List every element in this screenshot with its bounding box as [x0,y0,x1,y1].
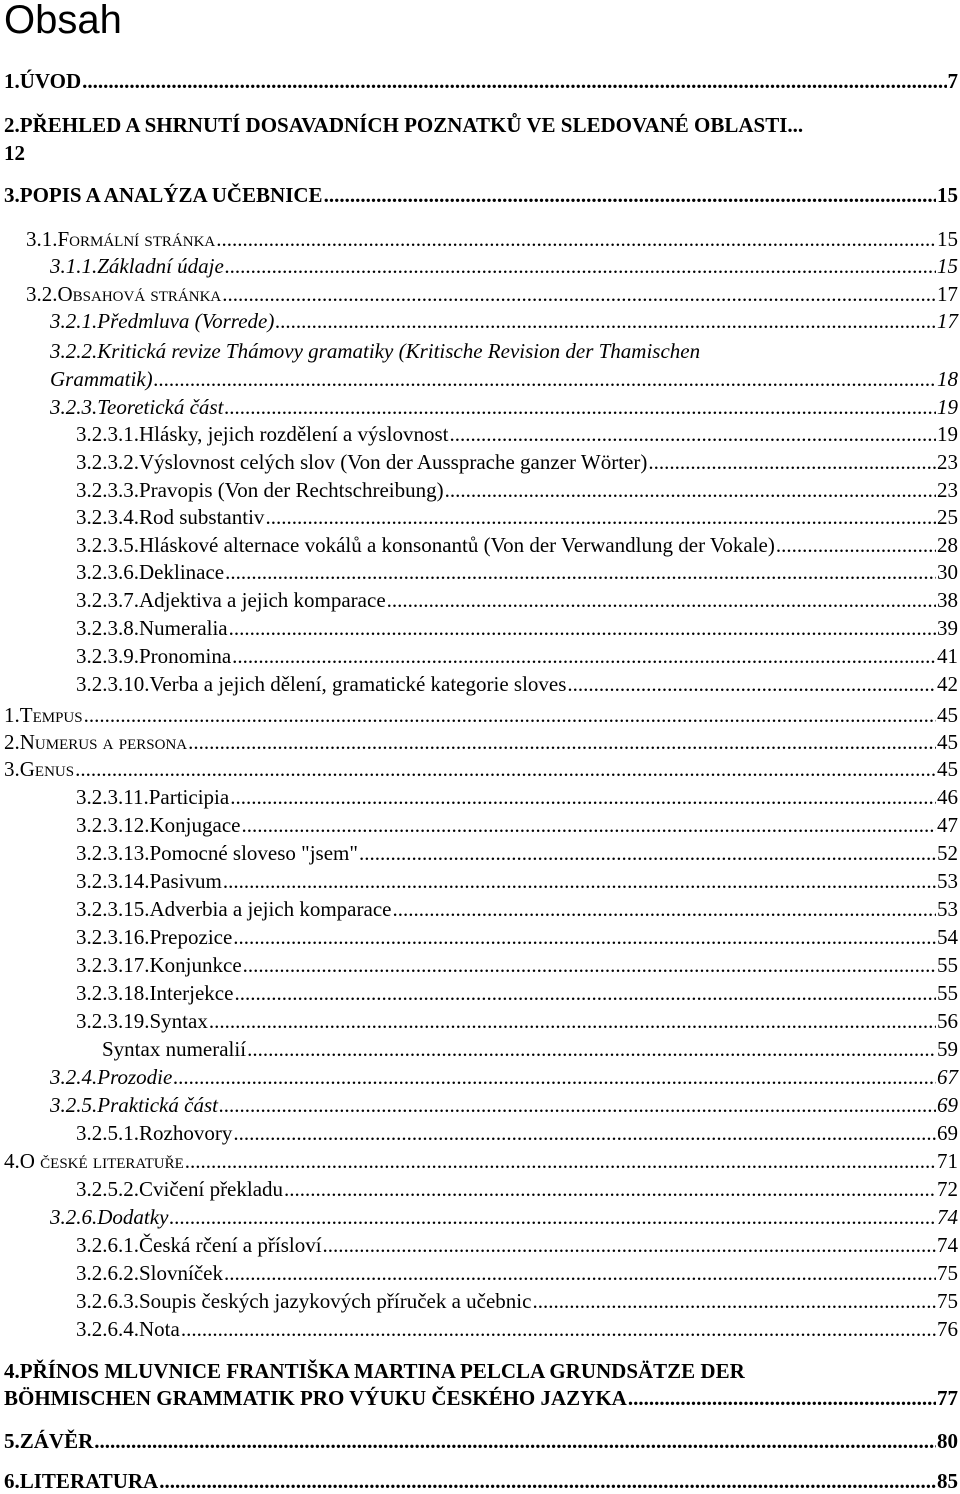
toc-page: 46 [937,785,958,809]
toc-leader [209,1008,936,1034]
toc-label: Pasivum [149,869,222,893]
toc-leader [323,1232,936,1258]
toc-number: 5. [4,1429,20,1453]
toc-label: Základní údaje [97,254,224,278]
toc-number: 2. [4,730,20,754]
toc-label: Soupis českých jazykových příruček a učebnic [139,1289,532,1313]
toc-number: 2. [4,113,20,137]
toc-leader [224,1260,936,1286]
page-title: Obsah [4,0,122,42]
toc-label: PŘEHLED A SHRNUTÍ DOSAVADNÍCH POZNATKŮ VE SLEDOVANÉ OBLASTI [19,113,788,137]
toc-page: 76 [937,1317,958,1341]
toc-number: 3.2.6. [50,1205,98,1229]
toc-label: Konjunkce [149,953,242,977]
toc-leader [159,1468,936,1494]
toc-entry[interactable] [0,587,958,613]
toc-leader [233,1120,936,1146]
toc-entry[interactable] [0,1232,958,1258]
toc-entry[interactable] [0,868,958,894]
toc-leader [188,729,936,755]
toc-page: 45 [937,703,958,727]
toc-entry[interactable] [0,812,958,838]
toc-page: 23 [937,450,958,474]
toc-number: 3.2.5. [50,1093,98,1117]
toc-number: 3.2.1. [50,309,98,333]
toc-page: 77 [937,1386,958,1410]
toc-leader [265,504,936,530]
toc-page: 74 [937,1205,958,1229]
toc-number: 3.2.6.2. [76,1261,139,1285]
toc-label: Grammatik) [50,367,153,391]
toc-leader [233,924,936,950]
toc-entry[interactable] [0,308,958,334]
toc-entry[interactable] [0,1428,958,1454]
toc-entry[interactable] [0,1120,958,1146]
toc-leader [185,1148,936,1174]
toc-number: 3.2.3.8. [76,616,139,640]
toc-page: 67 [937,1065,958,1089]
toc-page: 17 [937,309,958,333]
toc-number: 3.2.3.9. [76,644,139,668]
toc-number: 3.1. [26,227,58,251]
toc-entry[interactable] [0,840,958,866]
toc-number: 3.2.4. [50,1065,98,1089]
toc-entry[interactable] [0,253,958,279]
toc-number: 3.2.3.7. [76,588,139,612]
toc-number: 3.2.3. [50,395,98,419]
toc-leader [359,840,936,866]
toc-entry[interactable] [0,952,958,978]
toc-page: 53 [937,869,958,893]
toc-entry[interactable] [0,394,958,420]
toc-number: 3.2.3.14. [76,869,150,893]
toc-number: 3.2.6.4. [76,1317,139,1341]
toc-page: 38 [937,588,958,612]
toc-number: 3.2.3.18. [76,981,150,1005]
toc-label: Adjektiva a jejich komparace [139,588,386,612]
toc-label: Výslovnost celých slov (Von der Aussprache ganzer Wörter) [139,450,648,474]
toc-page: 39 [937,616,958,640]
toc-label: Teoretická část [97,395,224,419]
toc-entry[interactable] [0,756,958,782]
toc-number: 1. [4,703,20,727]
toc-label: Nota [139,1317,180,1341]
toc-leader [243,952,936,978]
toc-label: Numeralia [139,616,228,640]
toc-number: 3.2.3.6. [76,560,139,584]
toc-entry[interactable] [0,226,958,252]
toc-entry[interactable] [0,729,958,755]
toc-label: PŘÍNOS MLUVNICE FRANTIŠKA MARTINA PELCLA GRUNDSÄTZE DER [19,1359,745,1383]
toc-label: Předmluva (Vorrede) [97,309,275,333]
toc-label: Cvičení překladu [139,1177,284,1201]
toc-label: Prepozice [149,925,233,949]
toc-number: 3.2.3.1. [76,422,139,446]
toc-leader [532,1288,936,1314]
toc-label: Interjekce [149,981,234,1005]
toc-entry[interactable] [0,784,958,810]
toc-page: 71 [937,1149,958,1173]
toc-number: 3.2.3.17. [76,953,150,977]
toc-number: 1. [4,69,20,93]
toc-page: 56 [937,1009,958,1033]
toc-entry[interactable] [0,924,958,950]
toc-page: 55 [937,953,958,977]
toc-entry[interactable] [0,477,958,503]
toc-leader [241,812,936,838]
toc-page: 15 [937,254,958,278]
toc-label: Syntax numeralií [102,1037,247,1061]
toc-entry[interactable] [0,671,958,697]
toc-entry-continued[interactable] [0,1385,958,1411]
toc-page: 45 [937,757,958,781]
toc-page: 41 [937,644,958,668]
toc-page: 54 [937,925,958,949]
toc-number: 3.2.3.11. [76,785,149,809]
toc-page: 17 [937,282,958,306]
toc-label: Rozhovory [139,1121,233,1145]
toc-leader [648,449,936,475]
toc-label: Praktická část [97,1093,218,1117]
toc-label: Genus [19,757,75,781]
toc-leader [222,281,936,307]
toc-label: Rod substantiv [139,505,265,529]
toc-number: 3.2.3.5. [76,533,139,557]
toc-number: 3. [4,183,20,207]
toc-entry[interactable] [0,504,958,530]
toc-label: Pronomina [139,644,232,668]
toc-leader [224,394,936,420]
toc-entry[interactable] [0,643,958,669]
toc-page: 42 [937,672,958,696]
toc-label: Hlásky, jejich rozdělení a výslovnost [139,422,449,446]
toc-label: Formální stránka [57,227,216,251]
toc-label: Syntax [149,1009,208,1033]
toc-number: 4. [4,1359,20,1383]
toc-entry[interactable] [0,1148,958,1174]
toc-leader [567,671,936,697]
toc-leader [392,896,936,922]
toc-number: 3.2.3.12. [76,813,150,837]
toc-number: 3.2.3.19. [76,1009,150,1033]
toc-page: 7 [947,69,958,93]
toc-page: 75 [937,1289,958,1313]
toc-number: 3.2.5.1. [76,1121,139,1145]
toc-leader [181,1316,936,1342]
toc-number: 3.2.5.2. [76,1177,139,1201]
toc-label: BÖHMISCHEN GRAMMATIK PRO VÝUKU ČESKÉHO JAZYKA [4,1386,627,1410]
toc-leader [247,1036,936,1062]
toc-leader [173,1064,936,1090]
toc-leader [229,615,936,641]
toc-label: Deklinace [139,560,225,584]
toc-leader [223,868,936,894]
toc-entry[interactable] [0,1092,958,1118]
toc-leader [284,1176,936,1202]
toc-entry[interactable] [0,421,958,447]
toc-page: 80 [937,1429,958,1453]
toc-leader [275,308,936,334]
toc-entry[interactable] [0,615,958,641]
toc-label: Konjugace [149,813,241,837]
toc-label: Kritická revize Thámovy gramatiky (Kritische Revision der Thamischen [97,339,701,363]
toc-entry[interactable] [0,1064,958,1090]
toc-page: 25 [937,505,958,529]
toc-entry[interactable] [0,559,958,585]
toc-page: 53 [937,897,958,921]
toc-number: 3. [4,757,20,781]
toc-label: Česká rčení a přísloví [139,1233,322,1257]
toc-entry[interactable] [0,1316,958,1342]
toc-leader [94,1428,936,1454]
toc-number: 3.1.1. [50,254,98,278]
toc-label: Participia [148,785,230,809]
toc-page: 19 [937,395,958,419]
toc-label: Numerus a persona [19,730,188,754]
toc-number: 6. [4,1469,20,1493]
toc-page: 15 [937,183,958,207]
toc-label: Dodatky [97,1205,169,1229]
toc-page: 52 [937,841,958,865]
toc-page: 28 [937,533,958,557]
toc-leader [154,366,936,392]
toc-label: LITERATURA [19,1469,159,1493]
toc-label: Adverbia a jejich komparace [149,897,392,921]
toc-page: 18 [937,367,958,391]
toc-page: 74 [937,1233,958,1257]
toc-entry[interactable] [4,1358,745,1384]
toc-number: 4. [4,1149,20,1173]
toc-number: 3.2.3.3. [76,478,139,502]
toc-entry[interactable] [0,702,958,728]
toc-leader [216,226,936,252]
toc-leader: ... [787,113,804,137]
toc-label: Prozodie [97,1065,173,1089]
toc-leader [324,182,936,208]
toc-entry[interactable] [0,532,958,558]
toc-label: Obsahová stránka [57,282,222,306]
toc-entry[interactable] [0,1288,958,1314]
toc-number: 3.2.6.3. [76,1289,139,1313]
toc-label: ZÁVĚR [19,1429,94,1453]
toc-page: 15 [937,227,958,251]
toc-page: 47 [937,813,958,837]
toc-entry[interactable] [0,68,958,94]
toc-entry[interactable] [0,980,958,1006]
toc-number: 3.2.3.13. [76,841,150,865]
toc-label: Tempus [19,703,83,727]
toc-leader [232,643,936,669]
toc-entry[interactable] [50,338,700,364]
toc-leader [230,784,936,810]
toc-page: 55 [937,981,958,1005]
toc-entry[interactable] [0,1468,958,1494]
toc-entry[interactable] [0,1260,958,1286]
toc-entry[interactable] [0,1176,958,1202]
toc-number: 3.2.3.2. [76,450,139,474]
toc-entry[interactable] [0,1204,958,1230]
toc-number: 3.2.3.16. [76,925,150,949]
toc-page: 12 [4,141,25,165]
toc-leader [449,421,936,447]
toc-number: 3.2.3.4. [76,505,139,529]
toc-entry[interactable] [0,896,958,922]
toc-page: 23 [937,478,958,502]
toc-entry[interactable] [0,281,958,307]
toc-number: 3.2.3.15. [76,897,150,921]
toc-entry[interactable] [4,112,803,138]
toc-entry-continued[interactable] [0,366,958,392]
toc-label: Slovníček [139,1261,223,1285]
toc-leader [82,68,946,94]
toc-leader [225,253,936,279]
toc-entry[interactable] [0,1008,958,1034]
toc-label: Hláskové alternace vokálů a konsonantů (Von der Verwandlung der Vokale) [139,533,775,557]
toc-leader [84,702,936,728]
toc-page: 85 [937,1469,958,1493]
toc-leader [169,1204,936,1230]
toc-label: O české literatuře [19,1149,184,1173]
toc-page: 69 [937,1121,958,1145]
toc-number: 3.2.3.10. [76,672,150,696]
toc-label: Pravopis (Von der Rechtschreibung) [139,478,444,502]
toc-leader [445,477,936,503]
toc-page: 59 [937,1037,958,1061]
toc-page: 30 [937,560,958,584]
toc-entry[interactable] [0,1036,958,1062]
toc-leader [628,1385,936,1411]
toc-leader [219,1092,936,1118]
toc-leader [225,559,936,585]
toc-leader [776,532,936,558]
toc-page: 19 [937,422,958,446]
toc-number: 3.2.6.1. [76,1233,139,1257]
toc-leader [234,980,936,1006]
toc-label: Pomocné sloveso "jsem" [149,841,358,865]
toc-page: 69 [937,1093,958,1117]
toc-page: 45 [937,730,958,754]
toc-label: ÚVOD [19,69,82,93]
toc-entry[interactable] [0,449,958,475]
toc-label: Verba a jejich dělení, gramatické kategorie sloves [149,672,567,696]
toc-page: 72 [937,1177,958,1201]
toc-number: 3.2. [26,282,58,306]
toc-number: 3.2.2. [50,339,98,363]
toc-entry[interactable] [0,182,958,208]
toc-label: POPIS A ANALÝZA UČEBNICE [19,183,323,207]
toc-leader [387,587,936,613]
toc-leader [75,756,936,782]
toc-page: 75 [937,1261,958,1285]
